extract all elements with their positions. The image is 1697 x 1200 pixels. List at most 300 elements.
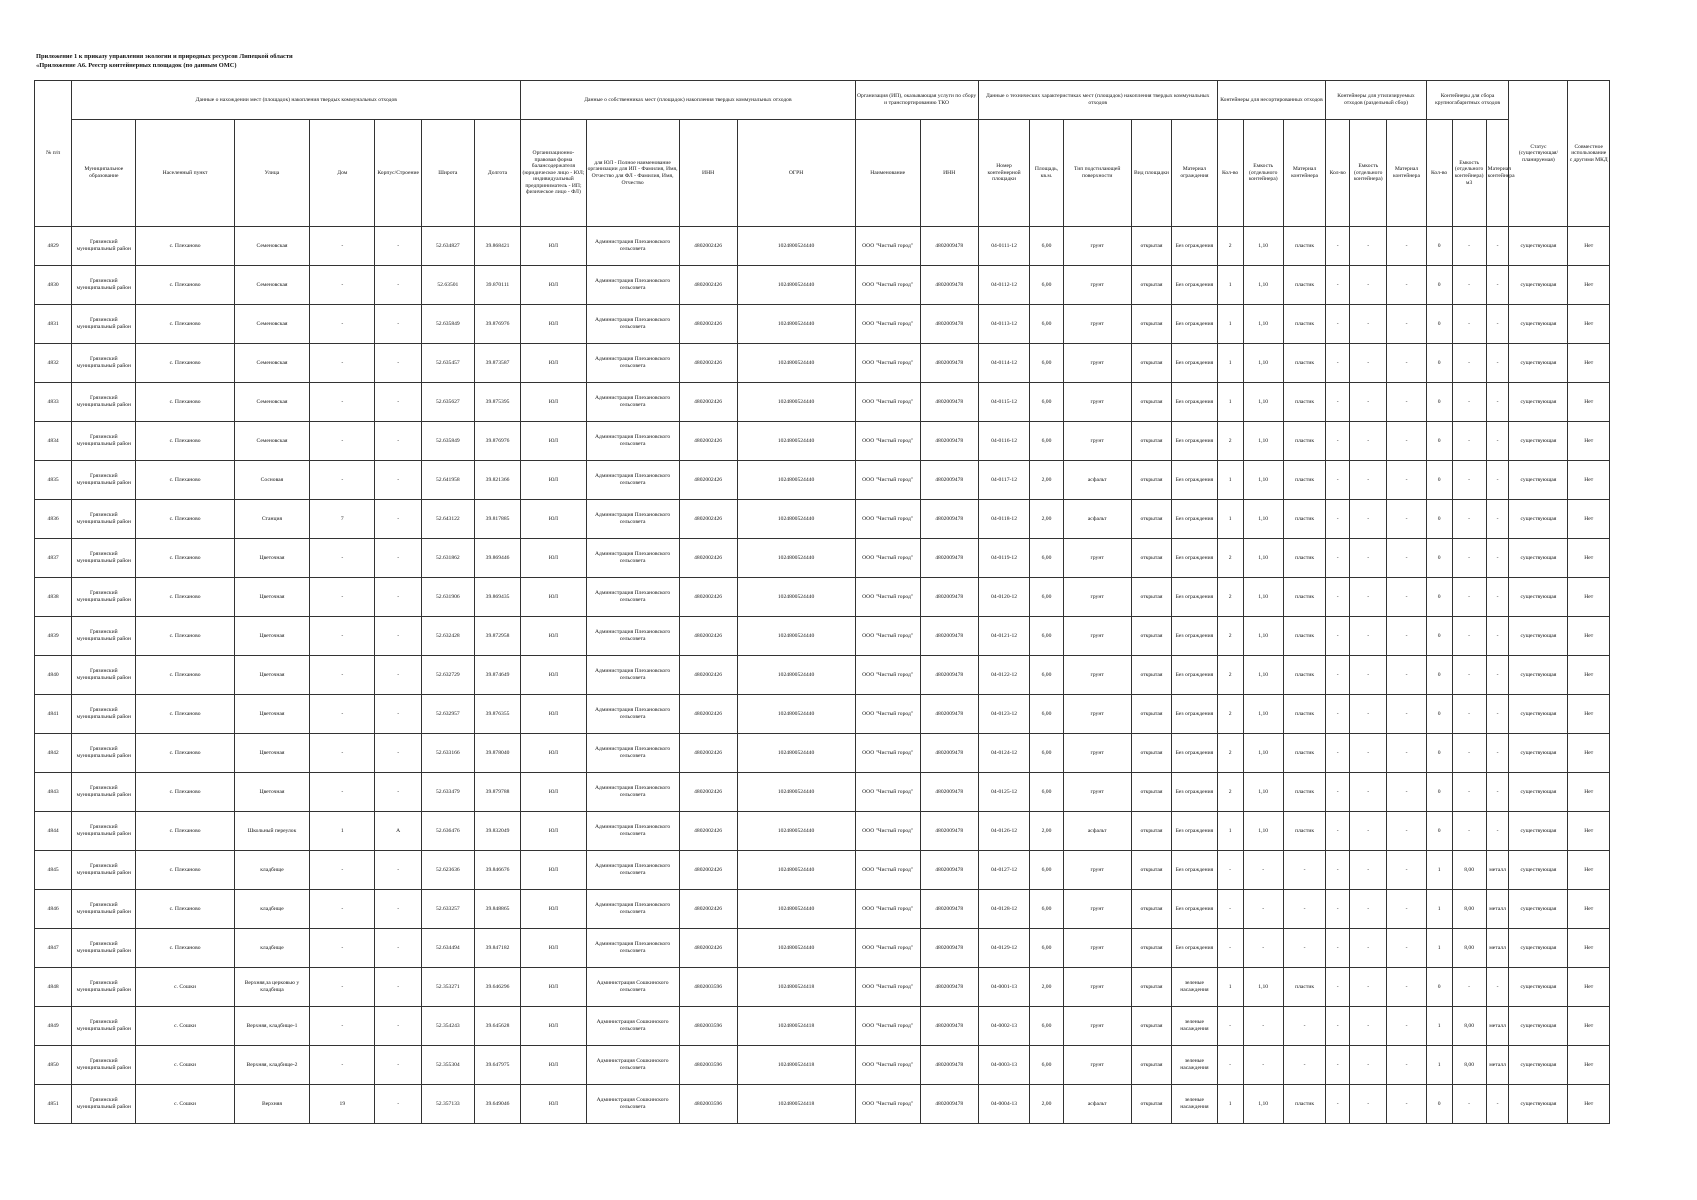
table-cell: ЮЛ (521, 578, 586, 617)
table-cell: 4802002426 (679, 617, 737, 656)
table-row (35, 812, 1610, 851)
table-cell: с. Плеханово (136, 890, 234, 929)
table-cell: Грязинский муниципальный район (72, 695, 136, 734)
table-cell: 4802002426 (679, 578, 737, 617)
header-sub-row (35, 120, 1610, 227)
table-cell: - (310, 968, 375, 1007)
table-cell: - (1350, 500, 1387, 539)
table-cell: 4848 (35, 968, 72, 1007)
table-cell: 1,10 (1243, 227, 1283, 266)
table-cell: 1,10 (1243, 344, 1283, 383)
table-cell: существующая (1509, 890, 1568, 929)
table-cell: 0 (1426, 539, 1452, 578)
table-cell: 2,00 (1030, 812, 1063, 851)
table-cell: - (1452, 383, 1486, 422)
table-cell: ООО "Чистый город" (855, 617, 920, 656)
table-cell: грунт (1063, 929, 1131, 968)
table-cell: 6,00 (1030, 773, 1063, 812)
table-cell: 4841 (35, 695, 72, 734)
table-cell: 4802009478 (920, 968, 978, 1007)
table-cell: Нет (1568, 578, 1610, 617)
table-cell: - (1486, 656, 1509, 695)
table-cell: - (1452, 266, 1486, 305)
table-cell: 52.636476 (421, 812, 474, 851)
table-cell: Нет (1568, 656, 1610, 695)
table-cell: 4834 (35, 422, 72, 461)
table-cell: 2,00 (1030, 1085, 1063, 1124)
table-cell: Грязинский муниципальный район (72, 500, 136, 539)
table-cell: ЮЛ (521, 539, 586, 578)
table-cell: ООО "Чистый город" (855, 266, 920, 305)
col-ownername: для ЮЛ - Полное наименование организации для ИП - Фамилия, Имя, Отчество для ФЛ - Фамилия, Имя, Отчество (586, 120, 679, 227)
table-cell: - (375, 734, 422, 773)
table-cell: существующая (1509, 227, 1568, 266)
table-cell: - (1486, 968, 1509, 1007)
table-cell: Семеновская (234, 383, 310, 422)
table-cell: металл (1486, 890, 1509, 929)
table-cell: существующая (1509, 851, 1568, 890)
table-cell: 1024800524440 (737, 929, 855, 968)
table-cell: существующая (1509, 656, 1568, 695)
table-cell: 4802002426 (679, 695, 737, 734)
table-cell: 1024800524440 (737, 890, 855, 929)
table-cell: 2 (1217, 422, 1243, 461)
table-cell: - (1243, 929, 1283, 968)
table-cell: Нет (1568, 812, 1610, 851)
table-cell: Грязинский муниципальный район (72, 773, 136, 812)
table-cell: 6,00 (1030, 344, 1063, 383)
table-cell: 19 (310, 1085, 375, 1124)
table-cell: ООО "Чистый город" (855, 890, 920, 929)
table-cell: - (375, 461, 422, 500)
table-cell: 1,10 (1243, 656, 1283, 695)
table-cell: 52.633257 (421, 890, 474, 929)
table-cell: - (1217, 1046, 1243, 1085)
table-cell: 7 (310, 500, 375, 539)
table-cell: - (1452, 422, 1486, 461)
table-cell: существующая (1509, 539, 1568, 578)
table-cell: 1 (1217, 305, 1243, 344)
table-cell: Без ограждения (1172, 227, 1218, 266)
table-cell: 52.631862 (421, 539, 474, 578)
table-cell: 1024800524440 (737, 617, 855, 656)
table-cell: пластик (1283, 305, 1325, 344)
table-cell: 39.875395 (474, 383, 521, 422)
table-cell: Верхняя (234, 1085, 310, 1124)
table-cell: - (1350, 227, 1387, 266)
table-cell: ООО "Чистый город" (855, 500, 920, 539)
table-cell: 4802003596 (679, 1085, 737, 1124)
table-cell: 1 (1217, 383, 1243, 422)
table-cell: 04-0113-12 (978, 305, 1030, 344)
table-cell: 6,00 (1030, 1007, 1063, 1046)
table-cell: 4802002426 (679, 812, 737, 851)
table-cell: Цветочная (234, 539, 310, 578)
table-cell: существующая (1509, 773, 1568, 812)
table-cell: - (310, 695, 375, 734)
table-cell: Без ограждения (1172, 656, 1218, 695)
table-cell: существующая (1509, 344, 1568, 383)
table-cell: открытая (1131, 1007, 1171, 1046)
table-cell: 8,00 (1452, 929, 1486, 968)
col-b-cap: Емкость (отдельного контейнера) м3 (1452, 120, 1486, 227)
table-cell: с. Плеханово (136, 851, 234, 890)
table-cell: - (1387, 851, 1426, 890)
table-cell: - (1452, 617, 1486, 656)
table-cell: 52.357133 (421, 1085, 474, 1124)
table-cell: - (1486, 734, 1509, 773)
table-cell: - (1350, 890, 1387, 929)
table-cell: 6,00 (1030, 266, 1063, 305)
table-cell: 8,00 (1452, 1046, 1486, 1085)
table-cell: Нет (1568, 266, 1610, 305)
table-cell: Без ограждения (1172, 383, 1218, 422)
table-cell: открытая (1131, 422, 1171, 461)
table-cell: существующая (1509, 1085, 1568, 1124)
table-row (35, 734, 1610, 773)
table-cell: - (1387, 461, 1426, 500)
table-cell: 52.634827 (421, 227, 474, 266)
col-s-cnt: Кол-во (1326, 120, 1350, 227)
table-cell: - (1326, 695, 1350, 734)
table-row (35, 461, 1610, 500)
table-cell: - (1326, 422, 1350, 461)
table-cell: - (1350, 344, 1387, 383)
table-cell: 1,10 (1243, 578, 1283, 617)
table-cell: 2 (1217, 539, 1243, 578)
table-cell: 1024800524440 (737, 305, 855, 344)
table-cell: существующая (1509, 578, 1568, 617)
table-cell: 4802002426 (679, 929, 737, 968)
table-cell: 4842 (35, 734, 72, 773)
table-cell: 2 (1217, 227, 1243, 266)
table-cell: Нет (1568, 734, 1610, 773)
table-cell: Без ограждения (1172, 539, 1218, 578)
table-cell: - (1326, 539, 1350, 578)
table-cell: 1 (1426, 1046, 1452, 1085)
table-cell: 4835 (35, 461, 72, 500)
table-cell: 1024800524440 (737, 539, 855, 578)
table-cell: Верхняя, кладбище-1 (234, 1007, 310, 1046)
table-cell: - (1486, 695, 1509, 734)
table-cell: - (1387, 1007, 1426, 1046)
table-cell: 4802009478 (920, 422, 978, 461)
table-cell: Грязинский муниципальный район (72, 734, 136, 773)
table-cell: Грязинский муниципальный район (72, 422, 136, 461)
table-cell: - (1326, 851, 1350, 890)
table-cell: 0 (1426, 1085, 1452, 1124)
table-cell: 52.635849 (421, 422, 474, 461)
table-cell: Цветочная (234, 734, 310, 773)
document-heading (36, 52, 293, 70)
table-cell: Администрация Плехановского сельсовета (586, 617, 679, 656)
table-cell: - (1326, 461, 1350, 500)
table-cell: 39.874649 (474, 656, 521, 695)
table-cell: - (1350, 734, 1387, 773)
table-cell: ООО "Чистый город" (855, 461, 920, 500)
table-cell: ЮЛ (521, 461, 586, 500)
table-cell: 1024800524418 (737, 1085, 855, 1124)
table-cell: 0 (1426, 305, 1452, 344)
table-cell: 1,10 (1243, 812, 1283, 851)
table-cell: открытая (1131, 1046, 1171, 1085)
table-cell: грунт (1063, 227, 1131, 266)
table-cell: 39.647975 (474, 1046, 521, 1085)
table-cell: - (375, 383, 422, 422)
table-cell: 1,10 (1243, 305, 1283, 344)
table-cell: - (1283, 1007, 1325, 1046)
table-cell: - (310, 578, 375, 617)
table-cell: Администрация Плехановского сельсовета (586, 461, 679, 500)
table-cell: Администрация Плехановского сельсовета (586, 227, 679, 266)
table-cell: 0 (1426, 695, 1452, 734)
table-cell: 4802002426 (679, 773, 737, 812)
col-orgform: Организационно-правовая форма балансодержателя (юридическое лицо - ЮЛ; индивидуальный предприниматель - ИП; физическое лицо - ФЛ) (521, 120, 586, 227)
table-cell: 4847 (35, 929, 72, 968)
table-cell: грунт (1063, 1007, 1131, 1046)
table-cell: 4802009478 (920, 617, 978, 656)
table-cell: - (1350, 578, 1387, 617)
table-cell: - (1350, 695, 1387, 734)
table-cell: асфальт (1063, 500, 1131, 539)
table-cell: 39.646296 (474, 968, 521, 1007)
table-cell: ООО "Чистый город" (855, 227, 920, 266)
table-cell: металл (1486, 851, 1509, 890)
table-cell: - (1326, 344, 1350, 383)
table-cell: 6,00 (1030, 1046, 1063, 1085)
table-cell: - (1452, 656, 1486, 695)
table-cell: Семеновская (234, 266, 310, 305)
table-cell: 39.876976 (474, 305, 521, 344)
group-location: Данные о нахождении мест (площадок) накопления твердых коммунальных отходов (72, 81, 521, 120)
table-cell: Грязинский муниципальный район (72, 305, 136, 344)
table-cell: 0 (1426, 656, 1452, 695)
table-cell: - (1486, 500, 1509, 539)
table-cell: Нет (1568, 539, 1610, 578)
table-cell: ЮЛ (521, 617, 586, 656)
table-cell: открытая (1131, 734, 1171, 773)
table-cell: пластик (1283, 383, 1325, 422)
table-cell: - (1350, 305, 1387, 344)
col-ogrn: ОГРН (737, 120, 855, 227)
table-cell: Нет (1568, 227, 1610, 266)
table-cell: - (375, 266, 422, 305)
table-cell: - (1326, 227, 1350, 266)
table-cell: пластик (1283, 695, 1325, 734)
table-cell: - (1486, 812, 1509, 851)
table-cell: 1024800524440 (737, 461, 855, 500)
table-cell: 4831 (35, 305, 72, 344)
table-cell: 1024800524418 (737, 1046, 855, 1085)
table-cell: 1024800524440 (737, 578, 855, 617)
table-cell: пластик (1283, 656, 1325, 695)
table-cell: 4802009478 (920, 929, 978, 968)
table-cell: - (1452, 1085, 1486, 1124)
table-cell: - (1243, 890, 1283, 929)
table-cell: 1,10 (1243, 539, 1283, 578)
table-cell: существующая (1509, 305, 1568, 344)
table-cell: 4802009478 (920, 1046, 978, 1085)
table-cell: - (375, 1085, 422, 1124)
table-cell: 4802002426 (679, 266, 737, 305)
table-cell: 04-0118-12 (978, 500, 1030, 539)
table-cell: 52.353271 (421, 968, 474, 1007)
table-cell: Администрация Плехановского сельсовета (586, 695, 679, 734)
table-cell: Грязинский муниципальный район (72, 1046, 136, 1085)
table-cell: 39.847182 (474, 929, 521, 968)
table-row (35, 695, 1610, 734)
table-cell: Грязинский муниципальный район (72, 539, 136, 578)
table-row (35, 617, 1610, 656)
table-cell: пластик (1283, 344, 1325, 383)
table-row (35, 305, 1610, 344)
table-cell: ЮЛ (521, 695, 586, 734)
table-cell: 4833 (35, 383, 72, 422)
table-cell: ЮЛ (521, 1085, 586, 1124)
table-cell: зеленые насаждения (1172, 968, 1218, 1007)
table-cell: 04-0001-13 (978, 968, 1030, 1007)
table-cell: Грязинский муниципальный район (72, 227, 136, 266)
table-cell: Администрация Сошкинского сельсовета (586, 1085, 679, 1124)
table-cell: - (375, 578, 422, 617)
table-cell: ООО "Чистый город" (855, 773, 920, 812)
table-cell: 4844 (35, 812, 72, 851)
header-group-row (35, 81, 1610, 120)
table-cell: металл (1486, 1046, 1509, 1085)
table-body (35, 227, 1610, 1124)
table-cell: - (1387, 266, 1426, 305)
table-cell: 1 (1217, 461, 1243, 500)
table-cell: Школьный переулок (234, 812, 310, 851)
heading-line-1: Приложение 1 к приказу управления экологии и природных ресурсов Липецкой области (36, 53, 293, 60)
table-cell: открытая (1131, 617, 1171, 656)
table-cell: 4802009478 (920, 890, 978, 929)
table-cell: Без ограждения (1172, 578, 1218, 617)
table-cell: 52.634494 (421, 929, 474, 968)
table-cell: асфальт (1063, 1085, 1131, 1124)
table-cell: открытая (1131, 890, 1171, 929)
table-cell: Грязинский муниципальный район (72, 812, 136, 851)
table-cell: 04-0112-12 (978, 266, 1030, 305)
table-cell: существующая (1509, 734, 1568, 773)
table-cell: с. Плеханово (136, 461, 234, 500)
table-cell: 39.649046 (474, 1085, 521, 1124)
table-cell: 2 (1217, 773, 1243, 812)
table-cell: грунт (1063, 578, 1131, 617)
table-cell: Без ограждения (1172, 851, 1218, 890)
table-cell: ЮЛ (521, 812, 586, 851)
table-cell: ЮЛ (521, 929, 586, 968)
table-cell: 4836 (35, 500, 72, 539)
table-cell: Грязинский муниципальный район (72, 461, 136, 500)
table-cell: ЮЛ (521, 344, 586, 383)
table-cell: Грязинский муниципальный район (72, 1085, 136, 1124)
table-cell: Грязинский муниципальный район (72, 266, 136, 305)
table-cell: Администрация Сошкинского сельсовета (586, 1007, 679, 1046)
table-cell: 2 (1217, 656, 1243, 695)
table-cell: - (1350, 968, 1387, 1007)
table-cell: 2 (1217, 734, 1243, 773)
table-cell: 0 (1426, 812, 1452, 851)
table-cell: с. Плеханово (136, 617, 234, 656)
table-cell: - (1387, 734, 1426, 773)
table-cell: 04-0122-12 (978, 656, 1030, 695)
table-cell: Нет (1568, 695, 1610, 734)
table-cell: Без ограждения (1172, 617, 1218, 656)
table-cell: Нет (1568, 1007, 1610, 1046)
table-cell: 39.872958 (474, 617, 521, 656)
table-cell: 04-0116-12 (978, 422, 1030, 461)
table-cell: 04-0111-12 (978, 227, 1030, 266)
table-cell: пластик (1283, 500, 1325, 539)
col-s-cap: Емкость (отдельного контейнера) (1350, 120, 1387, 227)
table-cell: 1,10 (1243, 266, 1283, 305)
table-cell: Администрация Плехановского сельсовета (586, 890, 679, 929)
table-cell: существующая (1509, 266, 1568, 305)
table-cell: - (1452, 812, 1486, 851)
table-cell: 1,10 (1243, 734, 1283, 773)
table-cell: 8,00 (1452, 851, 1486, 890)
table-cell: ЮЛ (521, 890, 586, 929)
table-cell: - (1486, 266, 1509, 305)
table-cell: 4802009478 (920, 1007, 978, 1046)
table-cell: - (1486, 383, 1509, 422)
table-row (35, 500, 1610, 539)
col-fence: Материал ограждения (1172, 120, 1218, 227)
table-cell: - (1350, 539, 1387, 578)
table-cell: 1,10 (1243, 500, 1283, 539)
table-cell: 39.869435 (474, 578, 521, 617)
table-cell: 4802009478 (920, 812, 978, 851)
table-cell: Без ограждения (1172, 344, 1218, 383)
table-cell: существующая (1509, 695, 1568, 734)
table-cell: 0 (1426, 617, 1452, 656)
table-cell: - (310, 617, 375, 656)
table-cell: зеленые насаждения (1172, 1046, 1218, 1085)
table-cell: - (1350, 851, 1387, 890)
table-cell: 1024800524440 (737, 812, 855, 851)
table-cell: кладбище (234, 929, 310, 968)
table-cell: 4849 (35, 1007, 72, 1046)
table-cell: Сосновая (234, 461, 310, 500)
table-cell: с. Плеханово (136, 305, 234, 344)
table-cell: - (1387, 968, 1426, 1007)
table-cell: 39.879788 (474, 773, 521, 812)
col-np: Населенный пункт (136, 120, 234, 227)
table-cell: 04-0123-12 (978, 695, 1030, 734)
table-cell: Администрация Плехановского сельсовета (586, 773, 679, 812)
table-cell: 04-0117-12 (978, 461, 1030, 500)
table-cell: А (375, 812, 422, 851)
table-cell: пластик (1283, 734, 1325, 773)
table-cell: 1,10 (1243, 617, 1283, 656)
table-cell: Верхняя, кладбище-2 (234, 1046, 310, 1085)
table-cell: открытая (1131, 578, 1171, 617)
table-cell: - (1243, 1046, 1283, 1085)
table-cell: - (1326, 1007, 1350, 1046)
table-cell: ООО "Чистый город" (855, 851, 920, 890)
table-cell: Администрация Плехановского сельсовета (586, 383, 679, 422)
table-cell: - (1452, 695, 1486, 734)
table-cell: - (1326, 617, 1350, 656)
table-cell: - (1217, 890, 1243, 929)
table-cell: Без ограждения (1172, 812, 1218, 851)
table-cell: Администрация Сошкинского сельсовета (586, 1046, 679, 1085)
table-cell: Администрация Плехановского сельсовета (586, 656, 679, 695)
table-cell: 6,00 (1030, 695, 1063, 734)
table-cell: Без ограждения (1172, 929, 1218, 968)
table-cell: 52.355304 (421, 1046, 474, 1085)
